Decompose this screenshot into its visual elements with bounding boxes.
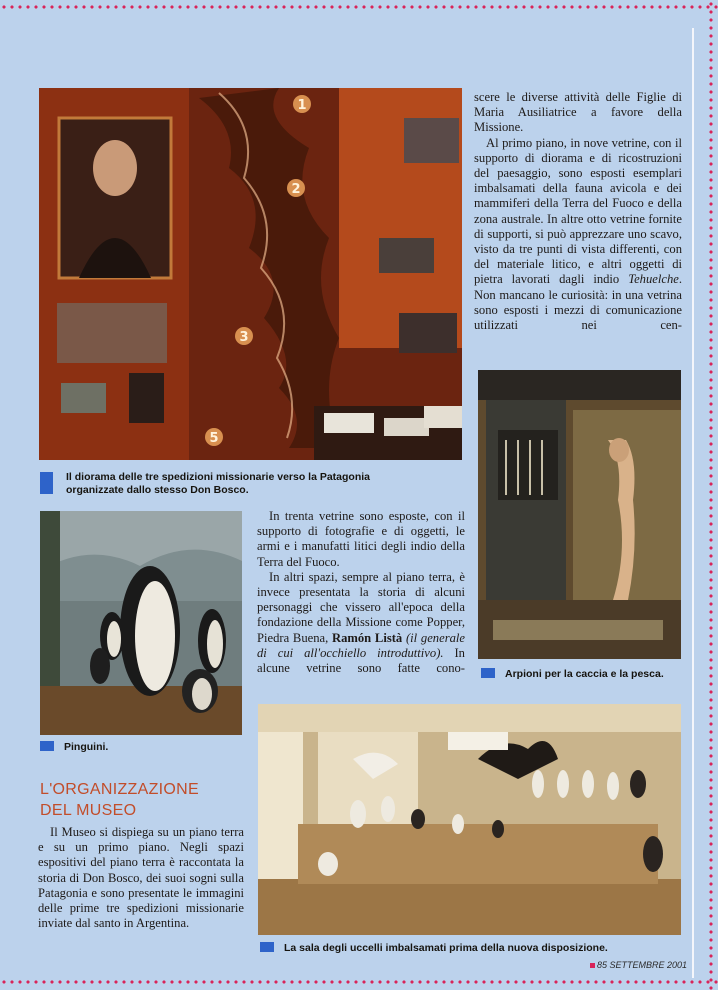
caption-line: organizzate dallo stesso Don Bosco. [66,484,249,496]
harpoons-caption: Arpioni per la caccia e la pesca. [481,668,701,681]
map-marker-2: 2 [291,182,301,197]
text-column-middle [257,509,465,676]
caption-marker-icon [481,668,495,678]
caption-marker-icon [260,942,274,952]
penguins-photo [40,511,242,735]
paragraph: Al primo piano, in nove vetrine, con il supporto di diorama e di ricostruzioni del paesaggio, sono esposti esemplari imbalsamati della fauna avicola e dei mammiferi della Terra del Fuoco e della zona australe. In altre otto vetrine fornite di supporti, si può apprezzare uno scavo, visto da tre punti di vista differenti, con del materiale litico, e altri oggetti di pietra lavorati dagli indio Tehuelche. Non mancano le curiosità: in una vetrina sono esposti i mezzi di comunicazione utilizzati nei cen- [474,135,682,333]
birds-room-photo [258,704,681,935]
paragraph: In altri spazi, sempre al piano terra, è invece presentata la storia di alcuni personaggi che vissero all'epoca della fondazione della Missione come Popper, Piedra Buena, Ramón Listà (il generale di cui all'occhiello introduttivo). In alcune vetrine sono fatte cono- [257,569,465,676]
paragraph: scere le diverse attività delle Figlie di Maria Ausiliatrice a favore della Missione. [474,90,682,135]
paragraph: Il Museo si dispiega su un piano terra e su un primo piano. Negli spazi espositivi del piano terra è raccontata la storia di Don Bosco, dei suoi sogni sulla Patagonia e sono presentate le immagini delle prime tre spedizioni missionarie inviate dal santo in Argentina. [38,825,244,931]
diorama-caption [40,471,460,497]
caption-marker-icon [40,741,54,751]
bottom-dotted-border [0,979,718,985]
map-marker-3: 3 [239,330,249,345]
top-dotted-border [0,4,718,10]
folio-square-icon [590,963,595,968]
caption-line: Il diorama delle tre spedizioni missionarie verso la Patagonia [66,471,371,483]
caption-marker-icon [40,472,53,494]
text-column-top-right [474,90,682,333]
paragraph: In trenta vetrine sono esposte, con il supporto di fotografie e di oggetti, le armi e i manufatti litici degli indio della Terra del Fuoco. [257,509,465,569]
section-heading: L'ORGANIZZAZIONE DEL MUSEO [40,781,199,819]
map-marker-1: 1 [297,98,307,113]
diorama-photo [39,88,462,460]
birds-caption: La sala degli uccelli imbalsamati prima della nuova disposizione. [260,942,690,955]
text-column-left [38,825,244,931]
right-dotted-border [708,0,714,990]
map-marker-5: 5 [209,431,219,446]
harpoons-photo [478,370,681,659]
penguins-caption: Pinguini. [40,741,240,754]
page-frame-line [692,28,694,978]
page-folio: 85 SETTEMBRE 2001 [590,960,687,970]
